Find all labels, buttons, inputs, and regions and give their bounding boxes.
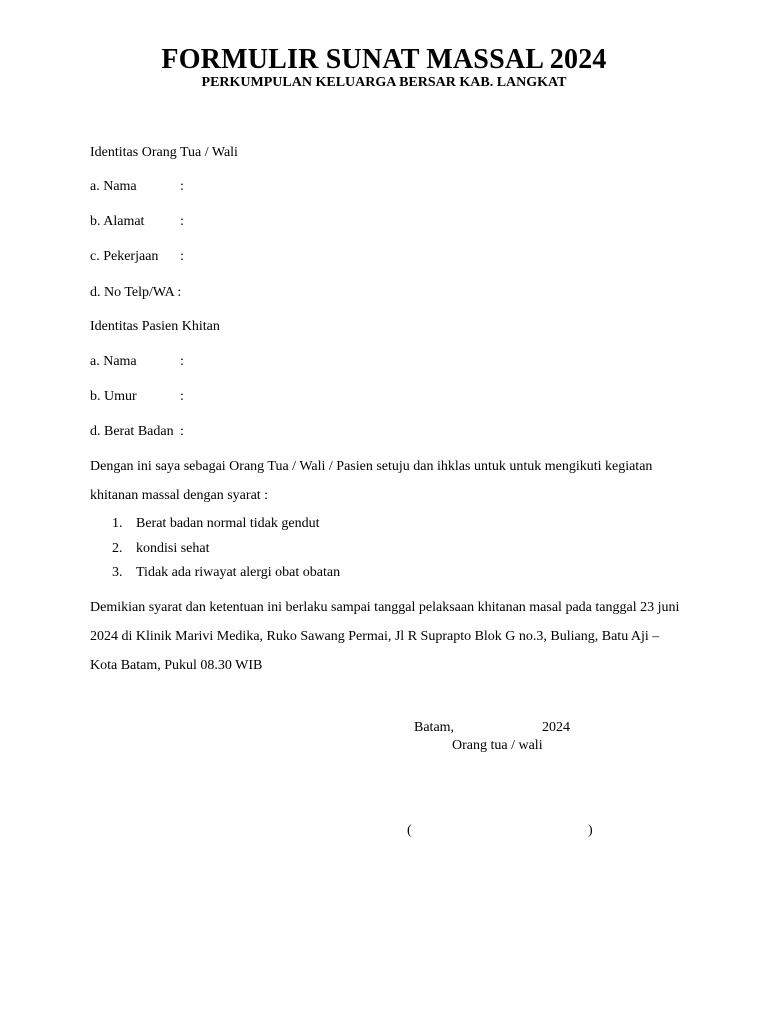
field-colon: : <box>180 179 184 194</box>
field-label: a. Nama <box>90 179 137 194</box>
signature-open-paren: ( <box>407 823 412 838</box>
list-number: 2. <box>112 540 123 556</box>
field-label: c. Pekerjaan <box>90 249 159 264</box>
patient-weight-field <box>90 423 184 441</box>
signature-role: Orang tua / wali <box>452 738 543 753</box>
field-colon: : <box>180 389 184 404</box>
signature-year: 2024 <box>542 720 570 735</box>
list-number: 3. <box>112 565 123 580</box>
field-colon: : <box>180 354 184 369</box>
list-text: kondisi sehat <box>136 540 210 556</box>
list-text: Berat badan normal tidak gendut <box>136 516 320 531</box>
parent-address-field <box>90 213 184 231</box>
list-number: 1. <box>112 516 123 531</box>
field-label: d. No Telp/WA : <box>90 285 182 300</box>
field-colon: : <box>180 424 184 439</box>
parent-name-field <box>90 178 184 196</box>
closing-paragraph: Demikian syarat dan ketentuan ini berlaku sampai tanggal pelaksaan khitanan masal pada tanggal 23 juni 2024 di Klinik Marivi Medika, Ruko Sawang Permai, Jl R Suprapto Blok G no.3, Buliang, Batu Aji – Kota Batam, Pukul 08.30 WIB <box>90 600 680 673</box>
field-colon: : <box>180 214 184 229</box>
field-label: b. Alamat <box>90 214 145 229</box>
patient-section-heading: Identitas Pasien Khitan <box>90 319 220 334</box>
signature-close-paren: ) <box>588 823 593 838</box>
parent-phone-field <box>90 284 181 302</box>
field-label: a. Nama <box>90 354 137 369</box>
parent-occupation-field <box>90 248 184 266</box>
document-subtitle: PERKUMPULAN KELUARGA BERSAR KAB. LANGKAT <box>201 75 567 90</box>
field-colon: : <box>180 249 184 264</box>
list-text: Tidak ada riwayat alergi obat obatan <box>136 565 341 580</box>
field-label: b. Umur <box>90 389 137 404</box>
parent-section-heading: Identitas Orang Tua / Wali <box>90 145 238 160</box>
document-title: FORMULIR SUNAT MASSAL 2024 <box>161 44 607 75</box>
consent-paragraph: Dengan ini saya sebagai Orang Tua / Wali / Pasien setuju dan ihklas untuk untuk mengikuti kegiatan khitanan massal dengan syarat : <box>90 459 653 503</box>
field-label: d. Berat Badan <box>90 424 174 439</box>
patient-name-field <box>90 353 184 371</box>
signature-place: Batam, <box>414 720 455 735</box>
patient-age-field <box>90 388 184 406</box>
